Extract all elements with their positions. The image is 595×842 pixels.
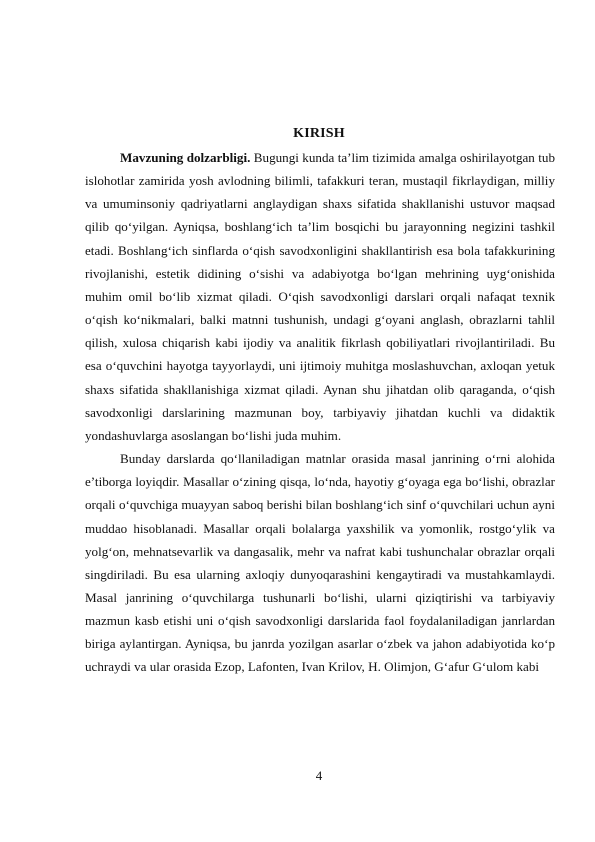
- paragraph-relevance: [85, 146, 555, 447]
- body-text: [85, 146, 555, 679]
- paragraph-text: Bunday darslarda qo‘llaniladigan matnlar orasida masal janrining o‘rni alohida e’tiborga loyiqdir. Masallar o‘zining qisqa, lo‘nda, hayotiy g‘oyaga ega bo‘lishi, obrazlar orqali o‘quvchiga muayyan saboq berishi bilan boshlang‘ich sinf o‘quvchilari uchun ayni muddao hisoblanadi. Masallar orqali bolalarga yaxshilik va yomonlik, rostgo‘ylik va yolg‘on, mehnatsevarlik va dangasalik, mehr va nafrat kabi tushunchalar obrazlar orqali singdiriladi. Bu esa ularning axloqiy dunyoqarashini kengaytiradi va mustahkamlaydi. Masal janrining o‘quvchilarga tushunarli bo‘lishi, ularni qiziqtirishi va tarbiyaviy mazmun kasb etishi uni o‘qish savodxonligi darslarida faol foydalaniladigan janrlardan biriga aylantirgan. Ayniqsa, bu janrda yozilgan asarlar o‘zbek va jahon adabiyotida ko‘p uchraydi va ular orasida Ezop, Lafonten, Ivan Krilov, H. Olimjon, G‘afur G‘ulom kabi: [85, 451, 555, 675]
- section-heading: KIRISH: [293, 126, 345, 141]
- page-number: 4: [315, 768, 323, 783]
- paragraph-fable-genre: [85, 447, 555, 679]
- paragraph-lead: Mavzuning dolzarbligi.: [120, 150, 251, 165]
- paragraph-text: Bugungi kunda ta’lim tizimida amalga oshirilayotgan tub islohotlar zamirida yosh avlodning bilimli, tafakkuri teran, mustaqil fikrlaydigan, milliy va umuminsoniy qadriyatlarni anglaydigan shaxs sifatida shakllanishi ustuvor maqsad qilib qo‘yilgan. Ayniqsa, boshlang‘ich ta’lim bosqichi bu jarayonning negizini tashkil etadi. Boshlang‘ich sinflarda o‘qish savodxonligini shakllantirish esa bola tafakkurining rivojlanishi, estetik didining o‘sishi va adabiyotga bo‘lgan mehrining uyg‘onishida muhim omil bo‘lib xizmat qiladi. O‘qish savodxonligi darslari orqali nafaqat texnik o‘qish ko‘nikmalari, balki matnni tushunish, undagi g‘oyani anglash, obrazlarni tahlil qilish, xulosa chiqarish kabi ijodiy va analitik fikrlash qobiliyatlari rivojlantiriladi. Bu esa o‘quvchini hayotga tayyorlaydi, uni ijtimoiy muhitga moslashuvchan, axloqan yetuk shaxs sifatida shakllanishiga xizmat qiladi. Aynan shu jihatdan olib qaraganda, o‘qish savodxonligi darslarining mazmunan boy, tarbiyaviy jihatdan kuchli va didaktik yondashuvlarga asoslangan bo‘lishi juda muhim.: [85, 150, 555, 443]
